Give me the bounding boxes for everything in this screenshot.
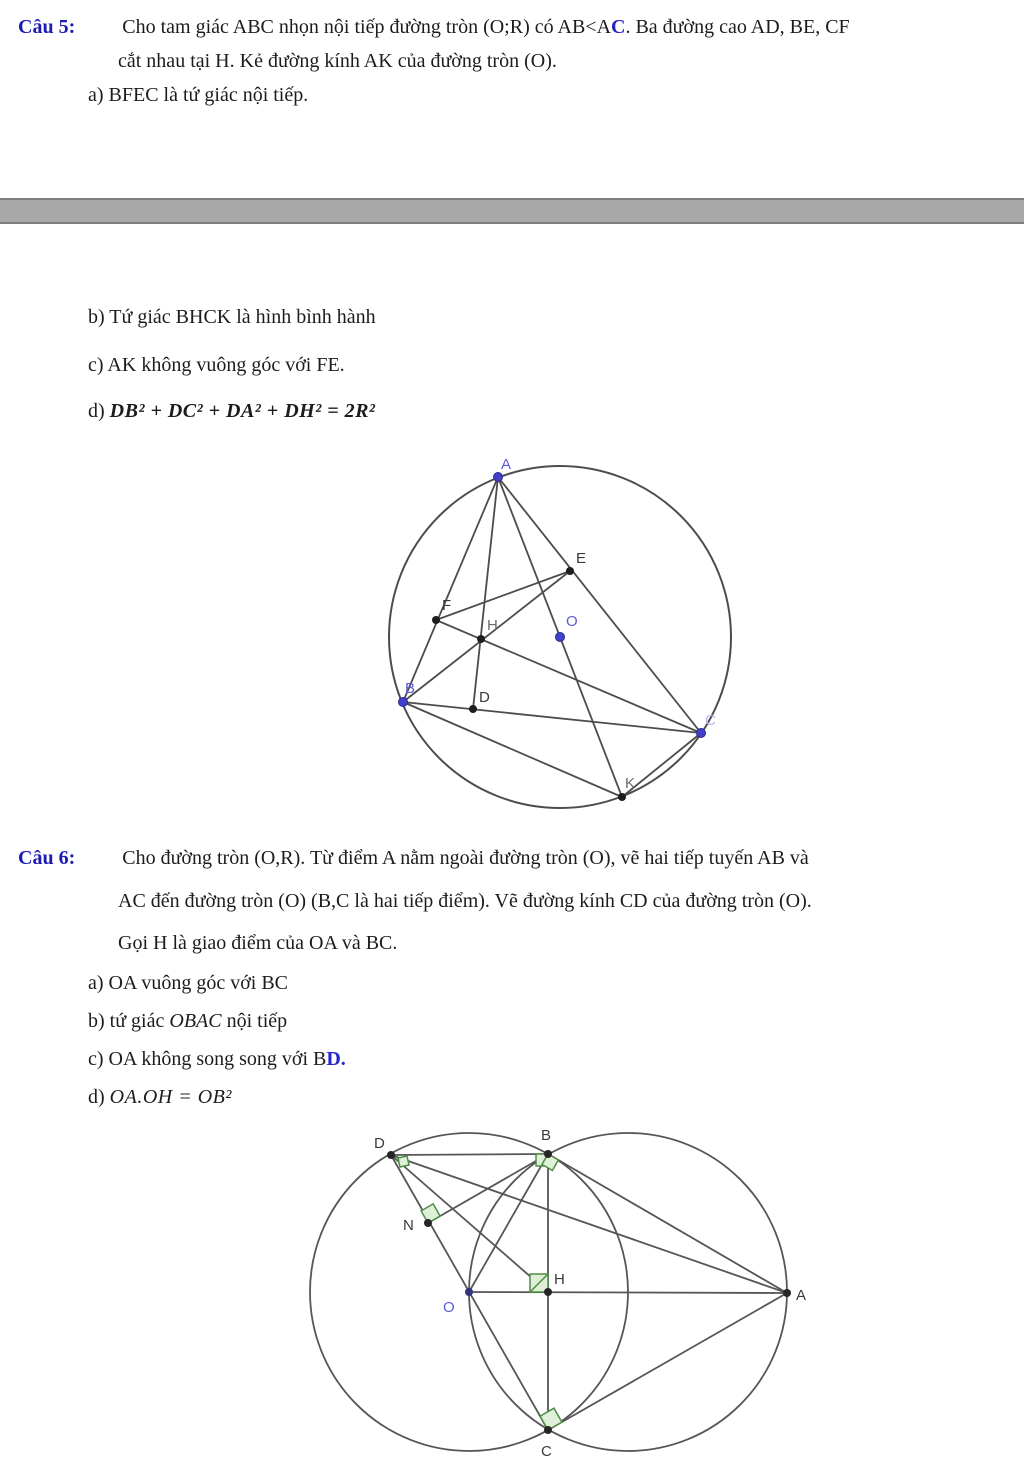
label-B: B <box>405 680 416 697</box>
q6-label: Câu 6: <box>18 847 76 869</box>
point-K <box>618 793 626 801</box>
point-O-center <box>556 633 565 642</box>
diagram-tangent-circles <box>300 1120 840 1481</box>
q6-paragraph-line2: AC đến đường tròn (O) (B,C là hai tiếp điểm). Vẽ đường kính CD của đường tròn (O). <box>118 890 812 912</box>
segment-DB <box>391 1154 548 1155</box>
q5-paragraph-line1 <box>18 12 850 42</box>
label-D: D <box>479 689 490 706</box>
label-O: O <box>566 613 578 630</box>
segment-AB <box>403 477 498 702</box>
segment-BK <box>403 702 622 797</box>
segment-OA <box>469 1292 787 1293</box>
point-A <box>494 473 503 482</box>
q6-paragraph-line3: Gọi H là giao điểm của OA và BC. <box>118 932 398 954</box>
q5-line1-pre: Cho tam giác ABC nhọn nội tiếp đường tròn (O;R) có AB<A <box>122 16 612 38</box>
tangent-BA <box>548 1154 787 1293</box>
label-F: F <box>442 597 452 614</box>
label-K: K <box>625 775 636 792</box>
q5-line1-blue-letter: C <box>611 16 626 38</box>
q6-item-c-pre: c) OA không song song với B <box>88 1048 327 1070</box>
altitude-AD <box>473 477 498 709</box>
q6-item-b <box>88 1006 287 1036</box>
q5-item-d-label: d) <box>88 400 105 422</box>
label-N: N <box>403 1217 414 1234</box>
q5-item-d-formula: DB² + DC² + DA² + DH² = 2R² <box>109 400 376 422</box>
label-H: H <box>554 1271 565 1288</box>
point-D <box>387 1151 395 1159</box>
segment-BC <box>403 702 701 733</box>
label-C: C <box>705 712 716 729</box>
q5-label: Câu 5: <box>18 16 76 38</box>
point-H <box>544 1288 552 1296</box>
segment-AC <box>498 477 701 733</box>
q6-item-a: a) OA vuông góc với BC <box>88 972 289 994</box>
label-D: D <box>374 1135 385 1152</box>
label-E: E <box>576 550 587 567</box>
q5-item-d <box>88 396 375 426</box>
point-A <box>783 1289 791 1297</box>
point-B <box>544 1150 552 1158</box>
q6-item-c <box>88 1044 346 1074</box>
q6-item-b-pre: b) tứ giác <box>88 1010 170 1032</box>
label-C: C <box>541 1443 552 1460</box>
segment-BO <box>469 1154 548 1292</box>
point-D <box>469 705 477 713</box>
point-F <box>432 616 440 624</box>
q6-item-b-quad: OBAC <box>169 1010 222 1032</box>
q6-line1: Cho đường tròn (O,R). Từ điểm A nằm ngoài đường tròn (O), vẽ hai tiếp tuyến AB và <box>122 847 809 869</box>
segment-DA <box>391 1155 787 1293</box>
q6-item-d <box>88 1082 232 1112</box>
point-O-center <box>465 1288 473 1296</box>
segment-BN <box>428 1154 548 1223</box>
q6-item-b-post: nội tiếp <box>221 1010 288 1032</box>
section-divider-bar <box>0 198 1024 224</box>
point-C <box>544 1426 552 1434</box>
diagram1-points <box>399 473 706 802</box>
label-O: O <box>443 1299 455 1316</box>
q6-item-d-formula: OA.OH = OB² <box>109 1086 232 1108</box>
label-A: A <box>501 456 512 473</box>
q5-item-b: b) Tứ giác BHCK là hình bình hành <box>88 306 376 328</box>
diagram-triangle-circumcircle <box>380 450 752 822</box>
q6-item-d-label: d) <box>88 1086 105 1108</box>
label-H: H <box>487 617 498 634</box>
point-C <box>697 729 706 738</box>
point-H <box>477 635 485 643</box>
q5-paragraph-line2: cắt nhau tại H. Kẻ đường kính AK của đường tròn (O). <box>118 50 557 72</box>
q5-item-a: a) BFEC là tứ giác nội tiếp. <box>88 84 309 106</box>
q5-line1-post: . Ba đường cao AD, BE, CF <box>625 16 850 38</box>
point-B <box>399 698 408 707</box>
right-angle-marker-at-D <box>398 1156 409 1167</box>
tangent-CA <box>548 1293 787 1430</box>
q5-item-c: c) AK không vuông góc với FE. <box>88 354 345 376</box>
point-E <box>566 567 574 575</box>
q6-item-c-blue-letter: D. <box>326 1048 346 1070</box>
label-A: A <box>796 1287 807 1304</box>
label-B: B <box>541 1127 552 1144</box>
q6-paragraph-line1 <box>18 843 809 873</box>
point-N <box>424 1219 432 1227</box>
